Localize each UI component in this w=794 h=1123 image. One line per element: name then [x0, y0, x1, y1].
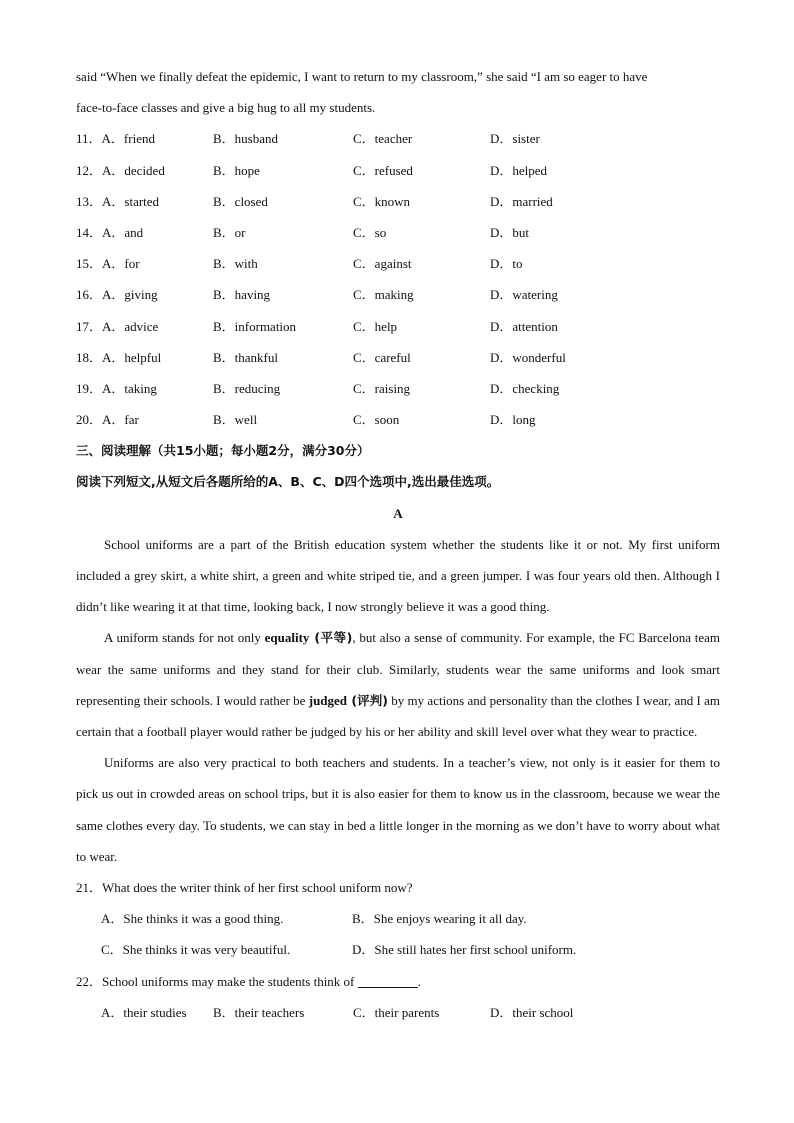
option-a: A．their studies — [101, 1004, 187, 1020]
option-a: A．helpful — [102, 349, 162, 365]
option-a: A．giving — [102, 287, 158, 303]
cloze-row-20 — [76, 404, 720, 435]
cloze-row-19 — [76, 373, 720, 404]
option-c: C．known — [353, 193, 411, 209]
passage-label: A — [393, 505, 403, 521]
question-number: 17． — [76, 318, 103, 334]
question-number: 15． — [76, 256, 103, 272]
cloze-row-16 — [76, 279, 720, 310]
option-b: B．well — [213, 412, 258, 428]
option-b: B．hope — [213, 162, 260, 178]
option-c: C．their parents — [353, 1004, 440, 1020]
option-d: D．attention — [490, 318, 558, 334]
passage-paragraph-3: Uniforms are also very practical to both teachers and students. In a teacher’s view, not only is it easier for them to pick us out in crowded areas on school trips, but it is also easier for them to know us in the classroom, because we wear the same clothes every day. To students, we can stay in bed a little longer in the morning as we don’t have to worry about what to wear. — [76, 755, 720, 864]
question-21-options-row-1 — [76, 903, 720, 934]
cloze-options — [76, 123, 720, 435]
question-number: 20． — [76, 412, 103, 428]
option-d: D．long — [490, 412, 536, 428]
option-d: D．their school — [490, 1004, 574, 1020]
option-b: B．She enjoys wearing it all day. — [352, 911, 527, 927]
section-instruction: 阅读下列短文,从短文后各题所给的A、B、C、D四个选项中,选出最佳选项。 — [76, 474, 500, 490]
option-d: D．She still hates her first school uniform. — [352, 942, 577, 958]
option-b: B．with — [213, 256, 258, 272]
intro-line-2: face-to-face classes and give a big hug to all my students. — [76, 100, 376, 116]
intro-text-1: said “When we finally defeat the epidemic, I want to return to my classroom,” she said “I am so eager to have — [76, 69, 648, 84]
option-d: D．checking — [490, 380, 560, 396]
section-header: 三、阅读理解（共15小题；每小题2分，满分30分） — [76, 443, 370, 459]
option-d: D．helped — [490, 162, 548, 178]
cloze-row-14 — [76, 217, 720, 248]
cloze-row-11 — [76, 123, 720, 154]
option-c: C．so — [353, 224, 387, 240]
question-21-stem: 21．What does the writer think of her first school uniform now? — [76, 880, 413, 896]
passage-paragraph-2: A uniform stands for not only equality (平等), but also a sense of community. For example, the FC Barcelona team wear the same uniforms and they stand for their club. Similarly, students wear the same uniforms and look smart representing their schools. I would rather be judged (评判) by my actions and personality than the clothes I wear, and I am certain that a football player would rather be judged by his or her ability and skill level over what they wear to practice. — [76, 630, 721, 740]
option-a: A．and — [102, 224, 144, 240]
option-a: A．advice — [102, 318, 159, 334]
option-d: D．watering — [490, 287, 558, 303]
question-number: 14． — [76, 224, 103, 240]
option-c: C．help — [353, 318, 398, 334]
cloze-row-17 — [76, 311, 720, 342]
option-d: D．wonderful — [490, 349, 566, 365]
option-b: B．or — [213, 224, 246, 240]
option-d: D．to — [490, 256, 523, 272]
option-d: D．married — [490, 193, 553, 209]
keyword-equality: equality (平等) — [264, 630, 353, 646]
option-a: A．decided — [102, 162, 165, 178]
question-number: 19． — [76, 380, 103, 396]
option-c: C．against — [353, 256, 412, 272]
option-b: B．closed — [213, 193, 268, 209]
intro-line-1 — [76, 61, 720, 92]
exam-page — [76, 61, 720, 1028]
option-c: C．soon — [353, 412, 400, 428]
option-c: C．careful — [353, 349, 411, 365]
option-a: A．friend — [101, 131, 155, 147]
option-a: A．for — [102, 256, 140, 272]
option-b: B．thankful — [213, 349, 278, 365]
option-a: A．far — [102, 412, 139, 428]
question-number: 13． — [76, 193, 103, 209]
option-b: B．information — [213, 318, 297, 334]
question-number: 18． — [76, 349, 103, 365]
option-a: A．started — [102, 193, 160, 209]
answer-blank[interactable] — [358, 974, 418, 988]
option-b: B．having — [213, 287, 271, 303]
option-c: C．refused — [353, 162, 413, 178]
question-21-options-row-2 — [76, 934, 720, 965]
option-c: C．raising — [353, 380, 411, 396]
option-c: C．making — [353, 287, 414, 303]
option-b: B．husband — [213, 131, 279, 147]
option-c: C．teacher — [353, 131, 413, 147]
option-d: D．but — [490, 224, 530, 240]
cloze-row-18 — [76, 342, 720, 373]
option-a: A．She thinks it was a good thing. — [101, 911, 284, 927]
question-22-options — [76, 997, 720, 1028]
keyword-judged: judged (评判) — [308, 692, 388, 708]
option-d: D．sister — [490, 131, 540, 147]
cloze-row-12 — [76, 155, 720, 186]
option-b: B．reducing — [213, 380, 281, 396]
option-a: A．taking — [102, 380, 157, 396]
question-number: 16． — [76, 287, 103, 303]
cloze-row-15 — [76, 248, 720, 279]
cloze-row-13 — [76, 186, 720, 217]
question-22-stem: 22．School uniforms may make the students think of . — [76, 973, 421, 989]
question-number: 12． — [76, 162, 103, 178]
passage-paragraph-1: School uniforms are a part of the British education system whether the students like it or not. My first uniform included a grey skirt, a white shirt, a green and white striped tie, and a green jumper. I was four years old then. Although I didn’t like wearing it at that time, looking back, I now strongly believe it was a good thing. — [76, 536, 720, 615]
option-c: C．She thinks it was very beautiful. — [101, 942, 291, 958]
option-b: B．their teachers — [213, 1004, 305, 1020]
question-number: 11． — [76, 131, 102, 147]
